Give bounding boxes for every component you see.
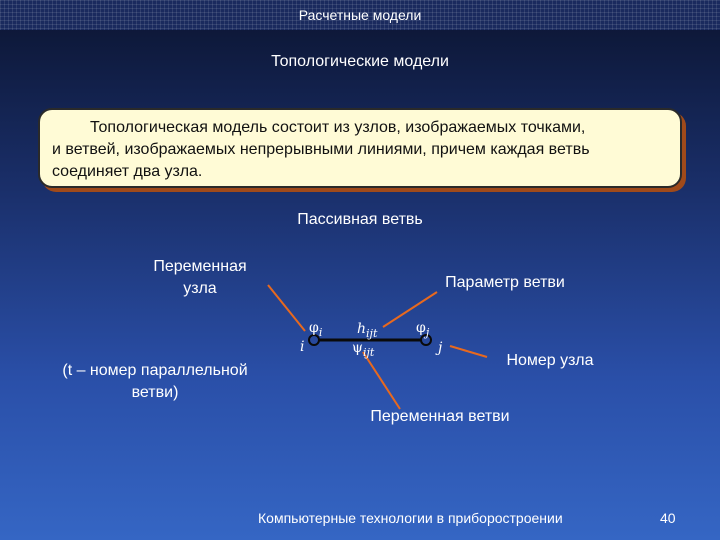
footer-text: Компьютерные технологии в приборостроении — [258, 510, 563, 526]
phi-i-symbol: $\varphi_i$ — [309, 320, 323, 339]
header-title: Расчетные модели — [298, 7, 422, 23]
node-variable-label: Переменная узла — [153, 258, 247, 297]
node-j-label: j — [438, 340, 443, 356]
node-i-label: i — [300, 339, 305, 355]
psi-ijt-symbol: $\psi_{ijt}$ — [352, 340, 375, 359]
branch-variable-pointer — [363, 352, 400, 409]
h-ijt-symbol: $h_{ijt}$ — [357, 321, 378, 340]
branch-parameter-label: Параметр ветви — [445, 274, 565, 291]
node-variable-pointer — [268, 285, 305, 331]
node-number-label: Номер узла — [506, 352, 594, 369]
definition-line-1: Топологическая модель состоит из узлов, изображаемых точками, — [90, 119, 586, 136]
branch-variable-label: Переменная ветви — [370, 408, 510, 425]
definition-line-3: соединяет два узла. — [52, 163, 203, 180]
section-heading: Пассивная ветвь — [297, 211, 423, 228]
phi-j-symbol: $\varphi_j$ — [416, 320, 430, 339]
page-number: 40 — [660, 510, 676, 526]
definition-line-2: и ветвей, изображаемых непрерывными линиями, причем каждая ветвь — [52, 141, 590, 158]
node-number-pointer — [450, 346, 487, 357]
parallel-branch-note: (t – номер параллельной ветви) — [62, 362, 248, 401]
slide-title: Топологические модели — [271, 53, 449, 70]
